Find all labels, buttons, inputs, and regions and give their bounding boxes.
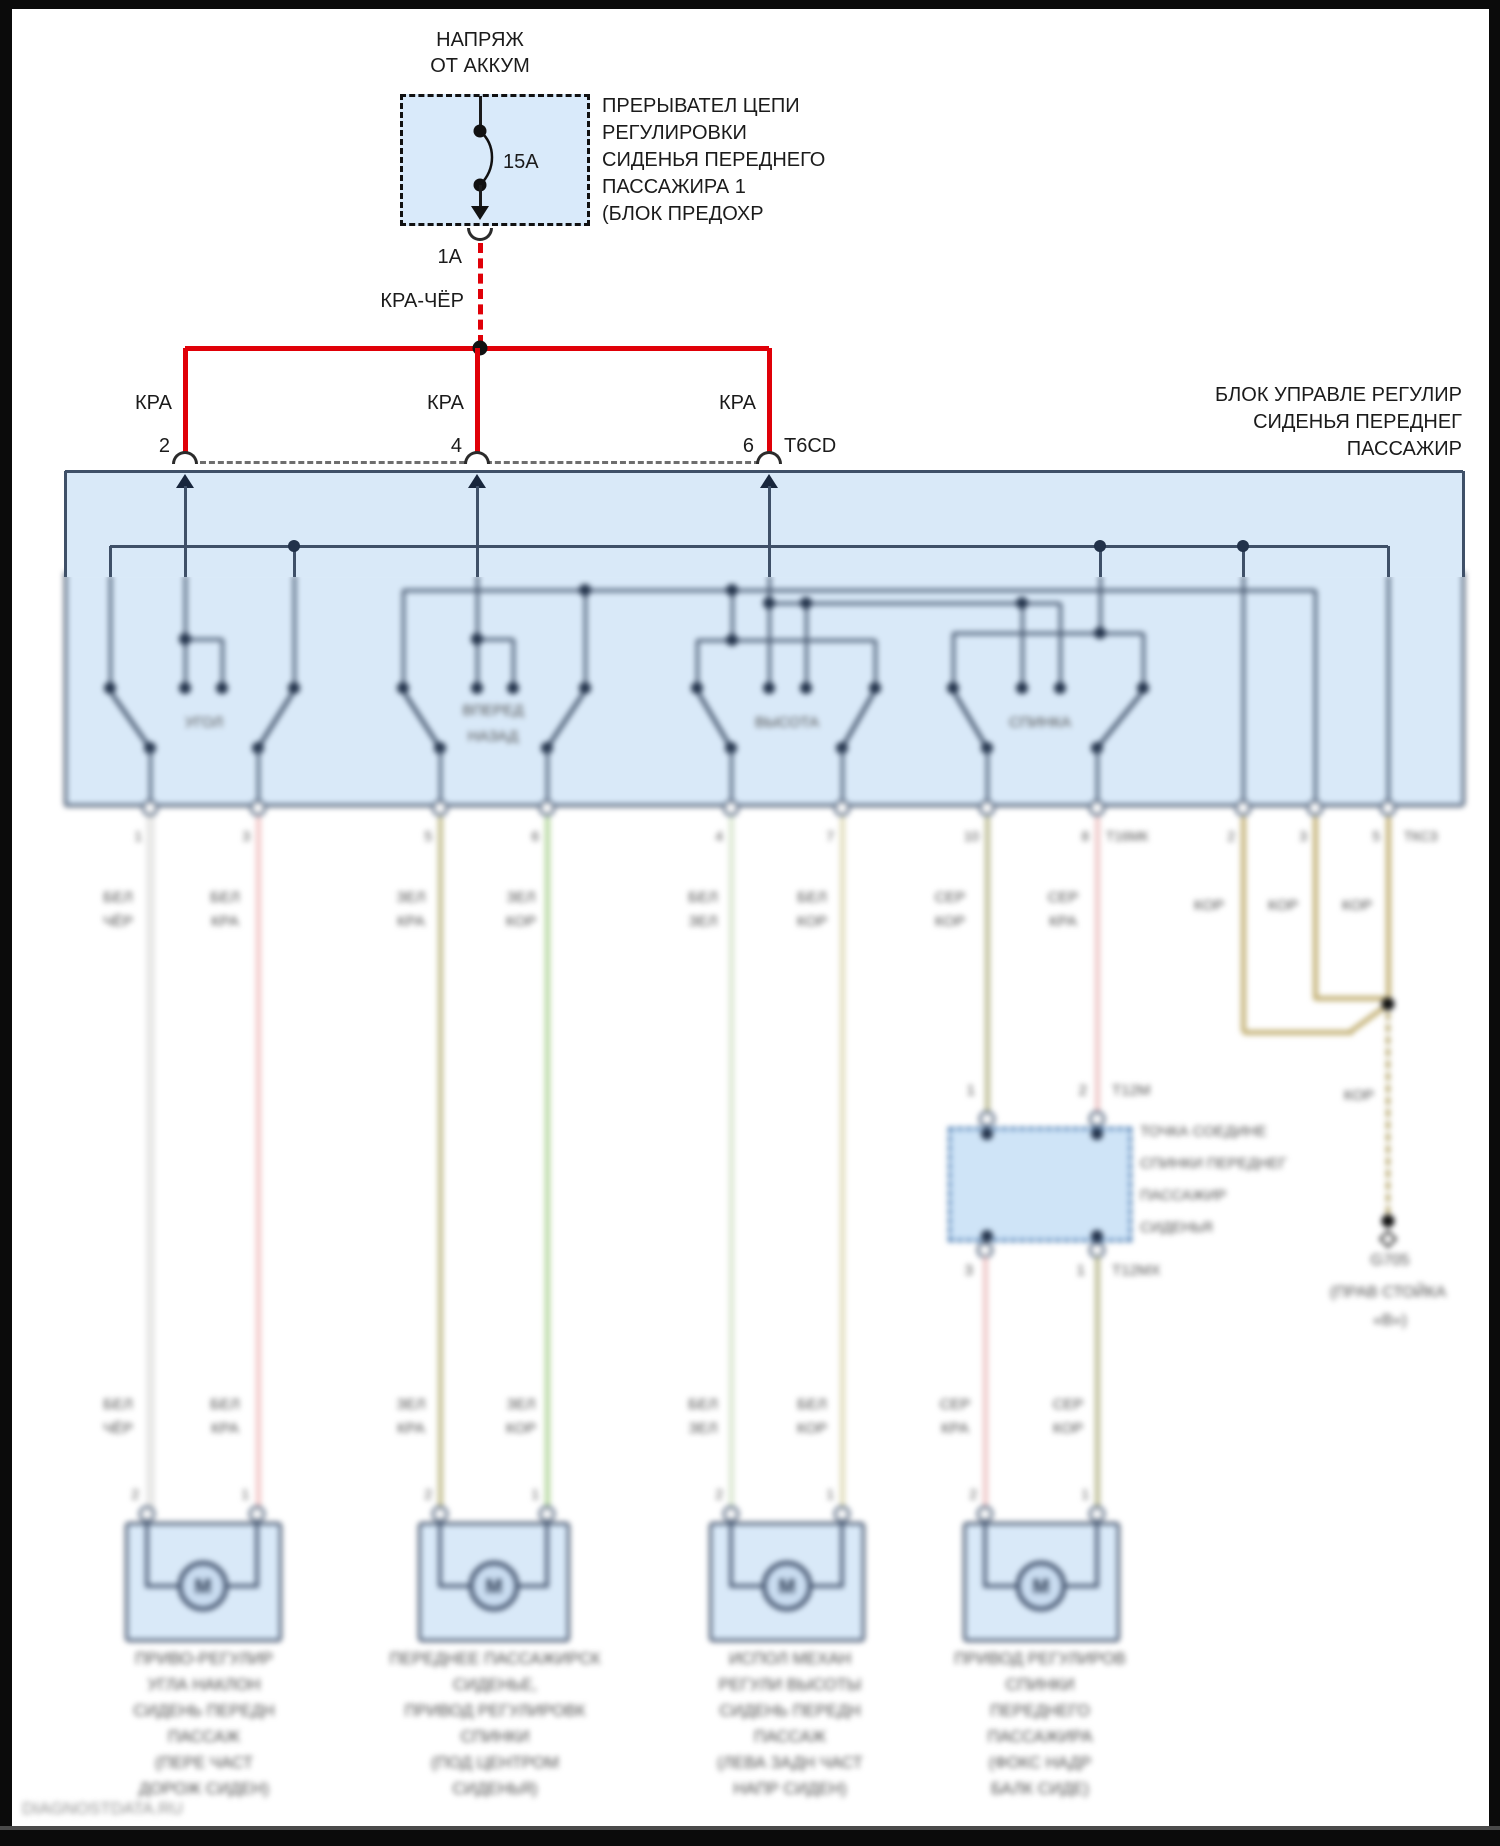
pin-number: 2 [158,435,170,457]
fuse-label: ПАССАЖИРА 1 [602,176,746,198]
motor4-label: ПЕРЕДНЕГО [990,1702,1090,1720]
connector-bump [172,451,198,464]
connector-name-right: ТКСЗ [1404,829,1438,844]
wire-label: КОР [1341,897,1373,914]
fuse-amperage: 15А [503,151,539,173]
connector-bump [464,451,490,464]
block-pin: 2 [1227,829,1235,844]
t12m-label: СПИНКИ ПЕРЕДНЕГ [1140,1155,1287,1172]
motor4-label: (ФОКС НАДР [988,1754,1092,1772]
switch2-label-line2: НАЗАД [467,728,519,745]
wire-label: КОР [505,1420,537,1437]
wire-label: КРА [211,913,239,930]
switch3-label: ВЫСОТА [754,714,820,731]
ground-name: G705 [1370,1252,1410,1269]
t12m-pin: 3 [964,1262,973,1279]
motor-pin: 1 [241,1487,249,1502]
t12m-label: СИДЕНЬЯ [1140,1219,1213,1236]
motor1-label: ДОРОЖ СИДЕН) [138,1780,270,1798]
t12m-pin: 1 [966,1082,975,1099]
wire-label: КОР [1052,1420,1084,1437]
wire-label: БЕЛ [210,1396,240,1413]
wire-label-kor-dashed: КОР [1343,1087,1374,1104]
control-block-right-border [1462,471,1465,577]
block-pin: 4 [715,829,723,844]
battery-feed-line1: НАПРЯЖ [436,29,524,51]
motor4-label: СПИНКИ [1005,1676,1075,1694]
motor1-label: ПРИВО-РЕГУЛИР [134,1650,274,1668]
pin-shaft-sharp [184,486,187,577]
block-pin: 1 [134,829,142,844]
wire-label: ЗЕЛ [506,1396,536,1413]
motor3-label: СИДЕНЬ ПЕРЕДН [719,1702,861,1720]
svg-text:M: M [778,1576,796,1598]
switch1-label: УГОЛ [184,714,224,731]
wire-label: КОР [505,913,537,930]
motor3-label: НАПР СИДЕН) [733,1780,847,1798]
motor-pin: 2 [715,1487,723,1502]
ground-bus-1-stub [1387,546,1390,577]
wire-label: КРА [1049,913,1077,930]
wire-label: БЕЛ [103,889,133,906]
motor-pin: 1 [1081,1487,1089,1502]
motor4-label: БАЛК СИДЕ) [990,1780,1090,1798]
wire-label: БЕЛ [688,889,718,906]
motor2-label: ПРИВОД РЕГУЛИРОВК [404,1702,586,1720]
junction-dot [288,540,300,552]
page-border-right [1489,0,1500,1846]
t12m-pin: 1 [1076,1262,1085,1279]
block-pin: 7 [826,829,834,844]
wire-label: КОР [934,913,966,930]
t12m-label: ТОЧКА СОЕДИНЕ [1140,1123,1267,1140]
motor-pin: 1 [531,1487,539,1502]
feed-drop-wire [767,348,772,454]
wire-label: СЕР [939,1396,971,1413]
kra-label: КРА [135,392,172,414]
fuse-label: ПРЕРЫВАТЕЛ ЦЕПИ [602,95,800,117]
connector-name-mid: Т16МК [1106,829,1149,844]
wire-label: СЕР [1052,1396,1084,1413]
wire-label: ЗЕЛ [506,889,536,906]
wire-label: ЗЕЛ [688,913,718,930]
motor3-label: ИСПОЛ МЕХАН [728,1650,852,1668]
motor4-label: ПАССАЖИРА [987,1728,1093,1746]
down-arrow-icon [471,206,489,220]
wire-label: ЧЁР [102,913,134,930]
t12m-label: ПАССАЖИР [1140,1187,1227,1204]
kra-label: КРА [427,392,464,414]
pin-shaft-sharp [768,486,771,577]
motor2-label: ПЕРЕДНЕЕ ПАССАЖИРСК [389,1650,601,1668]
block-pin: 3 [242,829,250,844]
fuse-label: СИДЕНЬЯ ПЕРЕДНЕГО [602,149,826,171]
pin-number: 4 [450,435,462,457]
block-pin: 3 [1299,829,1307,844]
svg-text:M: M [1032,1576,1050,1598]
kra-label: КРА [719,392,756,414]
page-border-top [0,0,1500,9]
motor1-label: УГЛА НАКЛОН [147,1676,261,1694]
motor3-label: РЕГУЛИ ВЫСОТЫ [718,1676,862,1694]
svg-text:M: M [485,1576,503,1598]
control-block-title: ПАССАЖИР [1346,438,1462,460]
wire-label: ЗЕЛ [688,1420,718,1437]
motor-pin: 2 [131,1487,139,1502]
wire-label: КОР [1193,897,1225,914]
ground-bus-1-stub [109,546,112,577]
motor2-label: СИДЕНЬЕ, [452,1676,538,1694]
wire-label: КРА [211,1420,239,1437]
wire-label: БЕЛ [210,889,240,906]
wire-label: БЕЛ [797,889,827,906]
motor-pin: 2 [424,1487,432,1502]
connector-bump [756,451,782,464]
switch4-label: СПИНКА [1009,714,1071,731]
t12m-name: Т12М [1112,1082,1151,1099]
ground-location2: «В») [1373,1312,1407,1329]
feed-wire-dashed [478,243,483,345]
wire-label: СЕР [1047,889,1079,906]
block-pin: 6 [531,829,539,844]
wire-label: БЕЛ [797,1396,827,1413]
wire-label: КОР [796,1420,828,1437]
motor1-label: СИДЕНЬ ПЕРЕДН [133,1702,275,1720]
block-pin: 10 [963,829,979,844]
ground-location: (ПРАВ СТОЙКА [1329,1284,1447,1301]
motor-pin: 1 [826,1487,834,1502]
pin-shaft-sharp [476,486,479,577]
motor3-label: ПАССАЖ [753,1728,827,1746]
control-block-top-border [65,470,1463,473]
wire-label: ЗЕЛ [396,889,426,906]
wire-label: КРА [397,913,425,930]
junction-dot [1237,540,1249,552]
motor1-label: (ПЕРЕ ЧАСТ [154,1754,254,1772]
page-border-left [0,0,12,1846]
fuse-output-pin: 1А [437,246,462,268]
pin-number: 6 [742,435,754,457]
watermark: DIAGNOSTDATA.RU [22,1799,183,1818]
motor2-label: СПИНКИ [460,1728,530,1746]
junction-dot [1094,540,1106,552]
motor1-label: ПАССАЖ [167,1728,241,1746]
fuse-label: (БЛОК ПРЕДОХР [602,203,764,225]
wire-label: БЕЛ [103,1396,133,1413]
page-border-bottom [0,1826,1500,1846]
motor2-label: (ПОД ЦЕНТРОМ [430,1754,560,1772]
connector-name-t6cd: T6CD [784,435,837,457]
feed-wire-color-label: КРА-ЧЁР [380,290,464,312]
wire-label: КРА [941,1420,969,1437]
motor-pin: 2 [969,1487,977,1502]
fuse-wire [479,185,482,207]
ground-bus-1 [110,545,1388,548]
connector-cup [467,228,493,241]
wire-label: КОР [1267,897,1299,914]
control-block-title: СИДЕНЬЯ ПЕРЕДНЕГ [1253,411,1462,433]
switch2-label-line1: ВПЕРЕД [462,702,524,719]
wire-label: КОР [796,913,828,930]
wire-label: БЕЛ [688,1396,718,1413]
wire-label: ЧЁР [102,1420,134,1437]
block-pin: 5 [424,829,432,844]
t12m-pin: 2 [1078,1082,1087,1099]
control-block-left-border [64,471,67,577]
wire-label: КРА [397,1420,425,1437]
fuse-label: РЕГУЛИРОВКИ [602,122,747,144]
block-pin: 5 [1372,829,1380,844]
motor4-label: ПРИВОД РЕГУЛИРОВ [954,1650,1126,1668]
control-block-title: БЛОК УПРАВЛЕ РЕГУЛИР [1215,384,1462,406]
motor3-label: (ЛЕВА ЗАДН ЧАСТ [717,1754,863,1772]
feed-drop-wire [183,348,188,454]
battery-feed-line2: ОТ АККУМ [430,55,530,77]
motor2-label: СИДЕНЬЯ) [452,1780,538,1798]
wire-label: ЗЕЛ [396,1396,426,1413]
wire-label: СЕР [934,889,966,906]
svg-text:M: M [194,1576,212,1598]
t12m-name-below: Т12МХ [1112,1262,1161,1279]
feed-drop-wire [475,348,480,454]
block-pin: 8 [1081,829,1089,844]
